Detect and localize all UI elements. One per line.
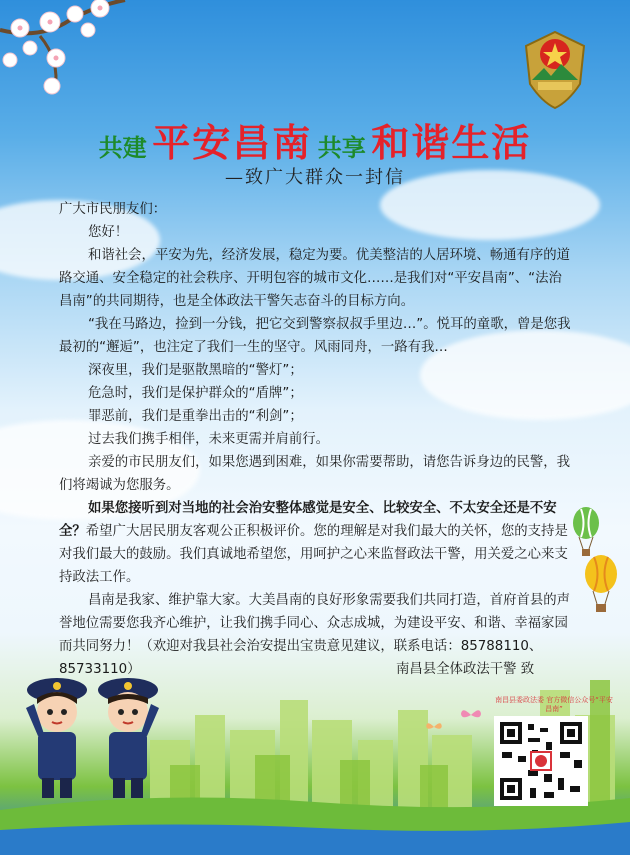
butterfly-icon — [425, 720, 443, 734]
police-cartoon-icon — [92, 668, 164, 803]
title-pingan-changnan: 平安昌南 — [152, 120, 313, 165]
qr-caption: 南昌县委政法委 官方微信公众号“平安昌南” — [495, 696, 613, 713]
survey-question: 如果您接听到对当地的社会治安整体感觉是安全、比较安全、不太安全还是不安全？ — [59, 501, 557, 539]
letter-paragraph: 您好！ — [88, 225, 129, 240]
butterfly-icon — [460, 706, 482, 724]
letter-closing: 昌南是我家、维护靠大家。大美昌南的良好形象需要我们共同打造，首府首县的声誉地位需要您我齐心维护，让我们携手同心、众志成城，为建设平安、和谐、幸福家园而共同努力！（欢迎对我县社会治安提出宝贵意见建议，联系电话：85788110、85733110） — [59, 593, 571, 677]
page-subtitle: —致广大群众一封信 — [225, 167, 405, 188]
hot-air-balloon-icon — [584, 555, 618, 615]
letter-paragraph: 亲爱的市民朋友们，如果您遇到困难，如果你需要帮助，请您告诉身边的民警，我们将竭诚为您服务。 — [59, 455, 571, 493]
police-cartoon-icon — [22, 668, 92, 803]
title-gongjian: 共建 — [98, 133, 147, 162]
letter-paragraph: 深夜里，我们是驱散黑暗的“警灯”； — [88, 363, 303, 378]
letter-paragraph: “我在马路边，捡到一分钱，把它交到警察叔叔手里边…”。悦耳的童歌，曾是您我最初的“邂逅”，也注定了我们一生的坚守。风雨同舟，一路有我… — [59, 317, 571, 355]
letter-signature: 南昌县全体政法干警 致 — [396, 662, 535, 677]
hot-air-balloon-icon — [572, 507, 600, 559]
qr-code-icon — [494, 716, 588, 806]
letter-survey-paragraph — [59, 497, 571, 589]
title-hexie-shenghuo: 和谐生活 — [371, 120, 532, 165]
page-title — [0, 112, 630, 167]
letter-paragraph: 危急时，我们是保护群众的“盾牌”； — [88, 386, 303, 401]
letter-body — [59, 198, 571, 681]
letter-paragraph: 罪恶前，我们是重拳出击的“利剑”； — [88, 409, 303, 424]
survey-text: 希望广大居民朋友客观公正积极评价。您的理解是对我们最大的关怀，您的支持是对我们最大的鼓励。我们真诚地希望您，用呵护之心来监督政法干警，用关爱之心来支持政法工作。 — [59, 524, 568, 585]
national-emblem-icon — [518, 28, 592, 110]
letter-salutation: 广大市民朋友们： — [59, 202, 167, 217]
plum-blossom-icon — [0, 0, 150, 120]
letter-paragraph: 过去我们携手相伴，未来更需并肩前行。 — [88, 432, 330, 447]
letter-paragraph: 和谐社会，平安为先，经济发展，稳定为要。优美整洁的人居环境、畅通有序的道路交通、安全稳定的社会秩序、开明包容的城市文化……是我们对“平安昌南”、“法治昌南”的共同期待，也是全体政法干警矢志奋斗的目标方向。 — [59, 248, 571, 309]
title-gongxiang: 共享 — [317, 133, 366, 162]
